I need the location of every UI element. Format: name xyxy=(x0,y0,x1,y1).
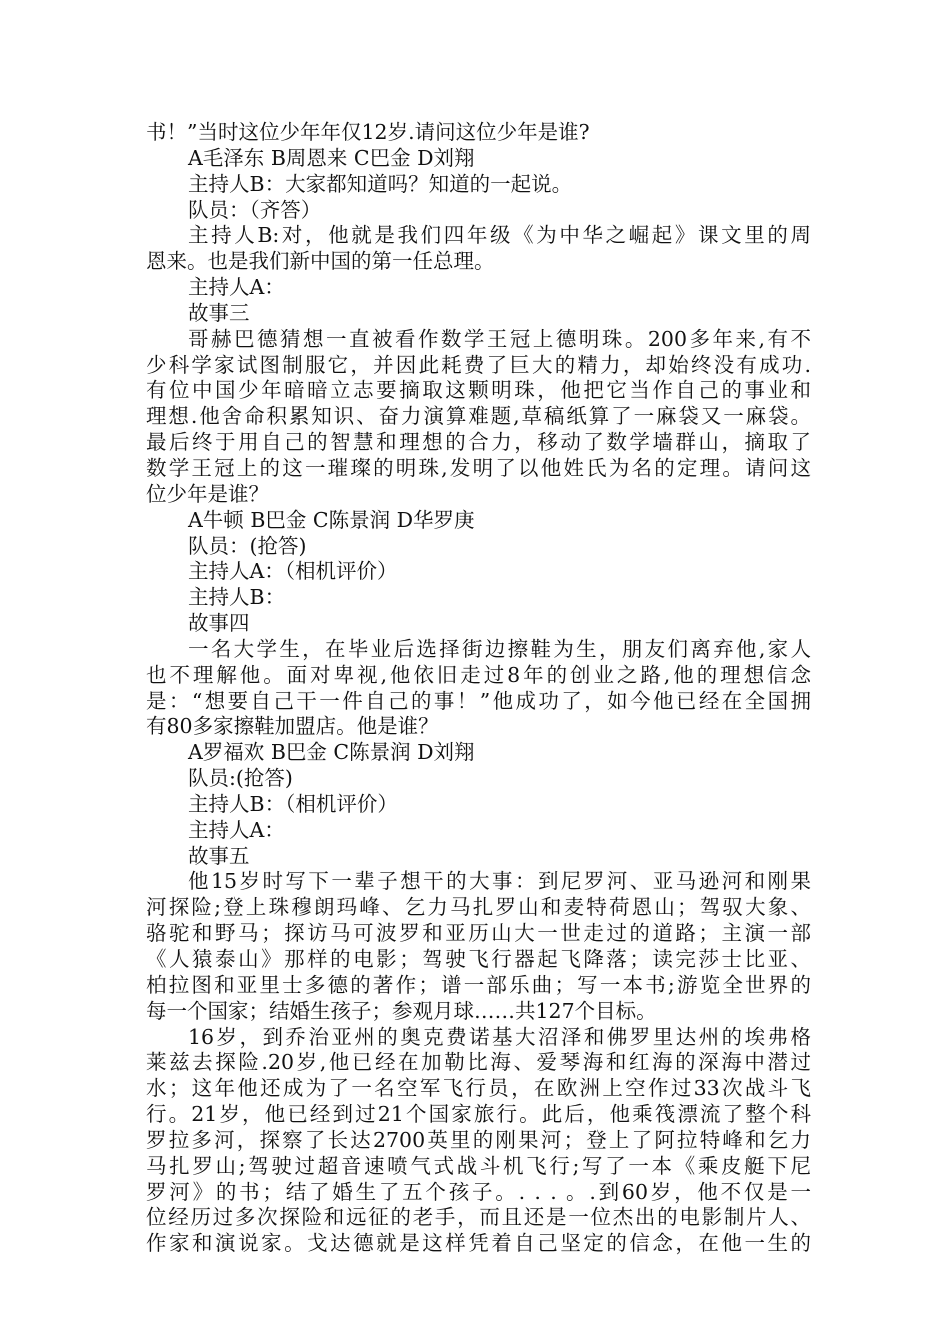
text-line: 河探险;登上珠穆朗玛峰、乞力马扎罗山和麦特荷恩山；驾驭大象、 xyxy=(146,895,811,920)
text-line: 主持人B：（相机评价） xyxy=(188,791,398,816)
text-line: 行。21岁，他已经到过21个国家旅行。此后，他乘筏漂流了整个科 xyxy=(146,1102,811,1127)
text-line: 理想.他舍命积累知识、奋力演算难题,草稿纸算了一麻袋又一麻袋。 xyxy=(146,404,811,429)
text-line: 少科学家试图制服它，并因此耗费了巨大的精力，却始终没有成功. xyxy=(146,352,811,377)
text-line: 《人猿泰山》那样的电影；驾驶飞行器起飞降落；读完莎士比亚、 xyxy=(146,947,811,971)
text-line: 主持人B:对，他就是我们四年级《为中华之崛起》课文里的周 xyxy=(188,223,811,248)
text-line: 是：“想要自己干一件自己的事！”他成功了，如今他已经在全国拥 xyxy=(146,688,811,713)
text-line: 莱兹去探险.20岁,他已经在加勒比海、爱琴海和红海的深海中潜过 xyxy=(146,1050,811,1075)
text-line: 位少年是谁？ xyxy=(146,481,269,506)
text-line: 柏拉图和亚里士多德的著作；谱一部乐曲；写一本书;游览全世界的 xyxy=(146,972,811,997)
text-line: A罗福欢 B巴金 C陈景润 D刘翔 xyxy=(188,740,475,765)
text-line: 一名大学生，在毕业后选择街边擦鞋为生，朋友们离弃他,家人 xyxy=(188,636,811,661)
text-line: 故事四 xyxy=(188,611,250,636)
text-line: 骆驼和野马；探访马可波罗和亚历山大一世走过的道路；主演一部 xyxy=(146,921,811,946)
text-line: 也不理解他。面对卑视,他依旧走过8年的创业之路,他的理想信念 xyxy=(146,662,811,687)
text-line: 哥赫巴德猜想一直被看作数学王冠上德明珠。200多年来,有不 xyxy=(188,326,811,351)
text-line: 队员：（齐答） xyxy=(188,197,322,222)
text-line: 罗河》的书；结了婚生了五个孩子。. . . 。.到60岁，他不仅是一 xyxy=(146,1179,811,1204)
text-line: 故事五 xyxy=(188,843,250,868)
text-line: 16岁，到乔治亚州的奥克费诺基大沼泽和佛罗里达州的埃弗格 xyxy=(188,1024,811,1049)
text-line: 数学王冠上的这一璀璨的明珠,发明了以他姓氏为名的定理。请问这 xyxy=(146,455,811,480)
text-line: 位经历过多次探险和远征的老手，而且还是一位杰出的电影制片人、 xyxy=(146,1205,811,1230)
text-line: A毛泽东 B周恩来 C巴金 D刘翔 xyxy=(188,145,475,170)
text-line: 主持人A： xyxy=(188,817,285,842)
text-line: 罗拉多河，探察了长达2700英里的刚果河；登上了阿拉特峰和乞力 xyxy=(146,1127,811,1152)
text-line: A牛顿 B巴金 C陈景润 D华罗庚 xyxy=(188,507,475,532)
text-line: 最后终于用自己的智慧和理想的合力，移动了数学墙群山，摘取了 xyxy=(146,430,811,455)
text-line: 队员:(抢答) xyxy=(188,766,293,791)
text-line: 主持人A： xyxy=(188,275,285,300)
text-line: 水；这年他还成为了一名空军飞行员，在欧洲上空作过33次战斗飞 xyxy=(146,1076,811,1101)
text-line: 马扎罗山;驾驶过超音速喷气式战斗机飞行;写了一本《乘皮艇下尼 xyxy=(146,1153,811,1178)
text-line: 队员：(抢答) xyxy=(188,533,307,558)
text-line: 故事三 xyxy=(188,300,250,325)
text-line: 有位中国少年暗暗立志要摘取这颗明珠，他把它当作自己的事业和 xyxy=(146,378,811,403)
document-page xyxy=(146,120,811,1257)
text-line: 作家和演说家。戈达德就是这样凭着自己坚定的信念，在他一生的 xyxy=(146,1231,811,1256)
text-line: 主持人B：大家都知道吗？知道的一起说。 xyxy=(188,171,573,196)
text-line: 恩来。也是我们新中国的第一任总理。 xyxy=(146,249,495,274)
text-line: 每一个国家；结婚生孩子；参观月球……共127个目标。 xyxy=(146,998,657,1023)
text-line: 书！”当时这位少年年仅12岁.请问这位少年是谁? xyxy=(146,120,590,144)
text-line: 主持人B： xyxy=(188,585,286,610)
text-line: 他15岁时写下一辈子想干的大事：到尼罗河、亚马逊河和刚果 xyxy=(188,869,811,894)
text-line: 主持人A：（相机评价） xyxy=(188,559,398,584)
text-line: 有80多家擦鞋加盟店。他是谁？ xyxy=(146,714,439,739)
